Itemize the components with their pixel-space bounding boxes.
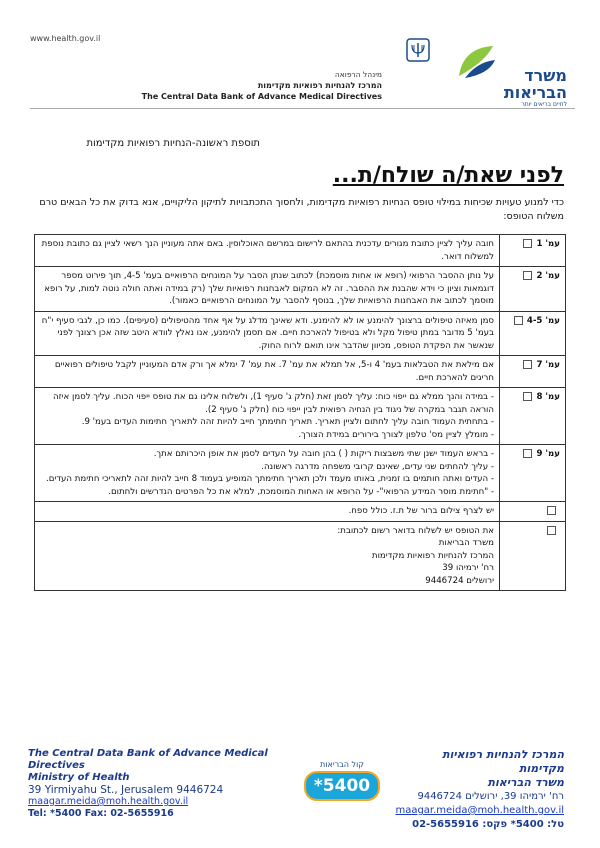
row-label-cell (500, 521, 566, 591)
row-label-cell (500, 235, 566, 267)
checkbox[interactable] (547, 526, 556, 535)
footer-heb-address: רח' ירמיהו 39, ירושלים 9446724 (417, 791, 564, 802)
row-label-cell (500, 311, 566, 356)
footer-heb-phone: טל: 5400* פקס: 02-5655916 (412, 819, 564, 830)
department-name: מינהל הרפואה (334, 70, 382, 79)
row-label: עמ' 7 (536, 360, 560, 370)
row-label-cell (500, 356, 566, 388)
data-bank-name-english: The Central Data Bank of Advance Medical Directives (141, 92, 382, 101)
checklist-table (34, 234, 566, 591)
row-label-cell (500, 502, 566, 522)
footer-en-phone: Tel: *5400 Fax: 02-5655916 (28, 808, 174, 819)
ministry-logo (455, 42, 567, 108)
row-text: על נותן ההסבר הרפואי (רופא או אחות מוסמכת) לכתוב שנתן הסבר על המונחים הרפואיים בעמ' 4-5, תוך פירוט מספר דוגמאות וציון כי וידא שהבנת את ההסבר. זה לא המקום לאבחנות רפואיות שלך (רק במידה ואתה חולה נוטה למות, על רופא מוסמך לכתוב את האבחנות הרפואיות שלך, בנוסף להסבר על המונחים הרפואיים כאמור). (35, 267, 500, 312)
kol-habriut-logo (302, 760, 382, 806)
footer-heb-title1: המרכז להנחיות רפואיות (442, 748, 564, 761)
checklist-row (35, 235, 566, 267)
state-emblem-icon (404, 37, 432, 63)
row-label: עמ' 2 (536, 271, 560, 281)
row-label-cell (500, 388, 566, 445)
footer-en-address: 39 Yirmiyahu St., Jerusalem 9446724 (28, 784, 224, 796)
leaf-logo-icon (455, 42, 499, 82)
logo-tagline: לחיים בריאים יותר (521, 101, 567, 108)
checklist-row (35, 356, 566, 388)
footer-heb-title3: משרד הבריאות (487, 776, 564, 789)
checkbox[interactable] (523, 392, 532, 401)
kol-number: *5400 (313, 776, 371, 796)
row-text: חובה עליך לציין כתובת מגורים עדכנית בהתאם לרישום במרשם האוכלוסין. באם אתה מעוניין הנך רשאי לציין גם כתובת נוספת למשלוח דואר. (35, 235, 500, 267)
header-divider (30, 108, 575, 109)
footer-english (28, 748, 268, 820)
checklist-row (35, 445, 566, 502)
row-text: את הטופס יש לשלוח בדואר רשום לכתובת: משרד הבריאות המרכז להנחיות רפואיות מקדימות רח' ירמיהו 39 ירושלים 9446724 (35, 521, 500, 591)
row-label: עמ' 4-5 (526, 315, 560, 326)
annex-title: תוספת ראשונה-הנחיות רפואיות מקדימות (86, 138, 260, 149)
footer-hebrew (395, 748, 564, 832)
footer-en-email-link[interactable]: maagar.meida@moh.health.gov.il (28, 796, 189, 807)
data-bank-name-hebrew: המרכז להנחיות רפואיות מקדימות (257, 81, 382, 90)
checklist-row (35, 388, 566, 445)
logo-text-line2: הבריאות (503, 83, 567, 102)
row-label: עמ' 8 (536, 392, 560, 402)
logo-text-line1: משרד (524, 66, 567, 85)
checkbox[interactable] (523, 360, 532, 369)
checklist-row (35, 267, 566, 312)
row-text: סמן מאיזה טיפולים ברצונך להימנע או לא להימנע. ודא שאינך מדלג על אף אחד מהטיפולים (סעיפים). כמו כן, לגבי סעיף י"ח בעמ' 5 מדובר במתן טיפול מקל ולא בטיפול להארכת חיים. אם תסמן להימנע, אנו נאלץ לוודא היטב שזה אכן רצונך לפני שנאשר את הפקדת הטופס, מכיוון שהדבר אינו תואם לרוח החוק. (35, 311, 500, 356)
footer-en-title2: Directives (28, 760, 85, 771)
checkbox[interactable] (514, 316, 523, 325)
checklist-row (35, 311, 566, 356)
kol-number-badge (304, 771, 380, 801)
kol-label: קול הבריאות (320, 760, 364, 769)
checklist-row (35, 521, 566, 591)
row-label: עמ' 1 (536, 239, 560, 249)
row-label: עמ' 9 (536, 449, 560, 459)
page-title: לפני שאת/ה שולח/ת... (332, 163, 564, 188)
checklist-row (35, 502, 566, 522)
row-label-cell (500, 267, 566, 312)
checkbox[interactable] (523, 449, 532, 458)
intro-paragraph: כדי למנוע טעויות שכיחות במילוי טופס הנחיות רפואיות מקדימות, ולחסוך התכתבויות לתיקון הליקויים, אנא בדוק את כל הבאים טרם משלוח הטופס: (39, 197, 564, 222)
row-label-cell (500, 445, 566, 502)
footer-en-title3: Ministry of Health (28, 772, 130, 783)
row-text: - במידה והנך ממלא גם ייפוי כוח: עליך לסמן זאת (חלק ג' סעיף 1), ולשלוח אלינו גם את טופס ייפוי הכוח. עליך לסמן איזה הוראה תגבר במקרה של ניגוד בין הנחיה רפואית לבין ייפוי כוח (חלק ג' סעיף 2). - בתחתית העמוד חובה עליך לחתום ולציין תאריך. תאריך חתימתך חייב להיות זהה לתאריך חתימות העדים בעמ' 9. - מומלץ לציין מס' טלפון לצורך בירורים במידת הצורך. (35, 388, 500, 445)
row-text: אם מילאת את הטבלאות בעמ' 4 ו-5, אל תמלא את עמ' 7. את עמ' 7 ימלא אך ורק אדם המעוניין לקבל טיפולים רפואיים חריגים להארכת חיים. (35, 356, 500, 388)
checkbox[interactable] (523, 271, 532, 280)
checkbox[interactable] (547, 506, 556, 515)
checkbox[interactable] (523, 239, 532, 248)
footer-heb-title2: מקדימות (518, 762, 564, 775)
footer-en-title1: The Central Data Bank of Advance Medical (28, 748, 268, 759)
footer-heb-email-link[interactable]: maagar.meida@moh.health.gov.il (395, 805, 564, 816)
row-text: - בראש העמוד ישנן שתי משבצות ריקות ( ) בהן חובה על העדים לסמן את אופן היכרותם אתך. - עליך להחתים שני עדים, שאינם קרובי משפחה מדרגה ראשונה. - העדים ואתה חותמים בו זמנית, באותו מעמד ולכן תאריך חתימתך המופיע בעמוד 8 חייב להיות זהה לתאריכי חתימת העדים. - "חתימת מוסר המידע הרפואי"- על הרופא או האחות המוסמכת, למלא את כל הפרטים הנדרשים ולחתום. (35, 445, 500, 502)
site-url[interactable]: www.health.gov.il (30, 34, 101, 43)
row-text: יש לצרף צילום ברור של ת.ז. כולל ספח. (35, 502, 500, 522)
